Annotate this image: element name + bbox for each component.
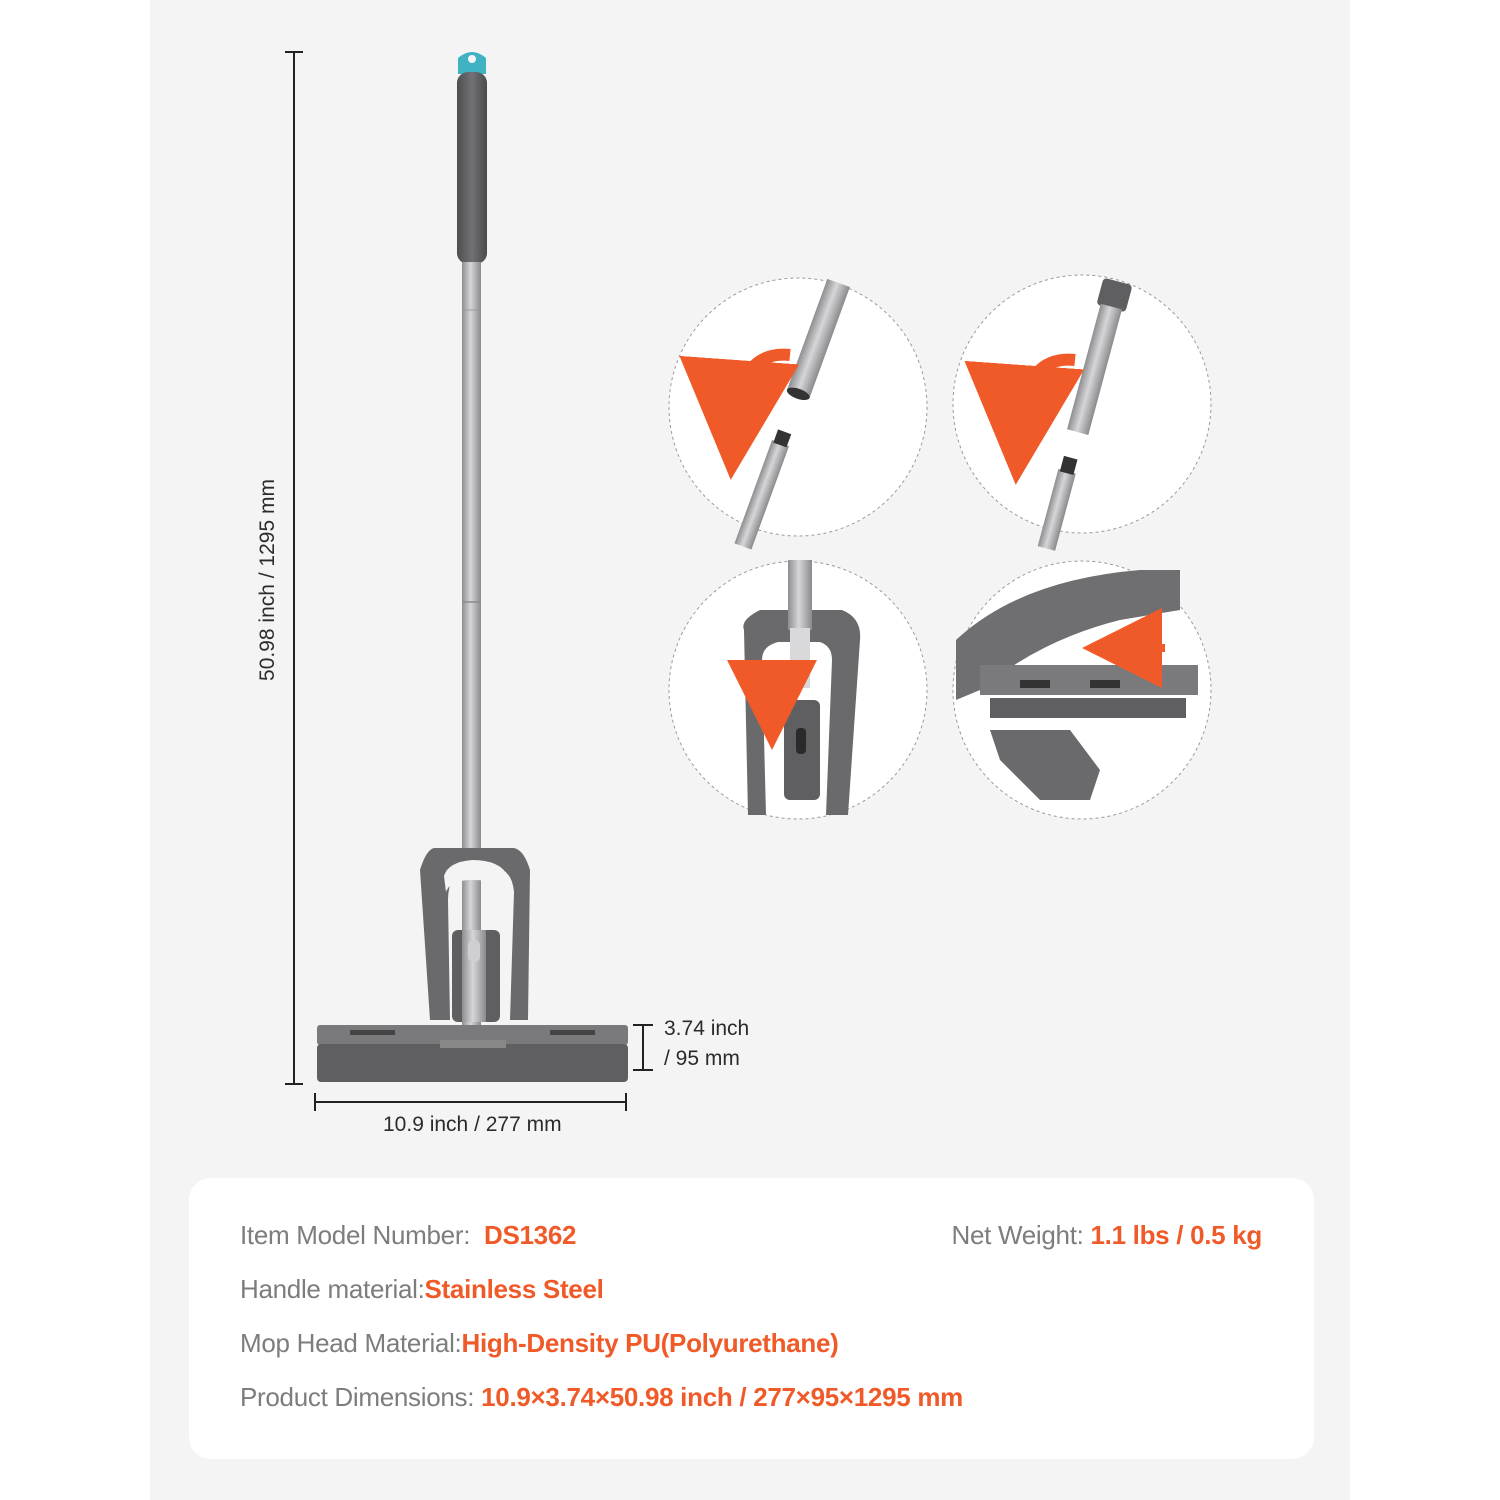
mop-head-material-label: Mop Head Material: <box>240 1328 462 1358</box>
mop-head-material-value: High-Density PU(Polyurethane) <box>461 1328 839 1358</box>
net-weight-label: Net Weight: <box>951 1220 1084 1250</box>
product-dimensions-label: Product Dimensions: <box>240 1382 475 1412</box>
mop-full-view <box>317 52 628 1082</box>
height-dimension-line <box>285 52 303 1084</box>
handle-material-row <box>240 1274 604 1305</box>
width-dimension-label: 10.9 inch / 277 mm <box>383 1113 562 1136</box>
width-dimension-line <box>315 1093 626 1111</box>
model-number-value: DS1362 <box>483 1220 577 1250</box>
height-dimension-label: 50.98 inch / 1295 mm <box>256 479 279 681</box>
handle-material-value: Stainless Steel <box>424 1274 604 1304</box>
product-dimensions-value: 10.9×3.74×50.98 inch / 277×95×1295 mm <box>481 1382 963 1412</box>
depth-dimension-label <box>664 1014 749 1074</box>
handle-material-label: Handle material: <box>240 1274 425 1304</box>
model-number-row <box>240 1220 576 1251</box>
specifications-card <box>189 1178 1314 1459</box>
net-weight-row <box>951 1220 1262 1251</box>
detail-circle-insert-frame <box>669 560 927 819</box>
detail-circle-twist-grip <box>953 275 1211 551</box>
detail-circle-twist-top <box>669 278 927 550</box>
model-number-label: Item Model Number: <box>240 1220 471 1250</box>
product-dimensions-row <box>240 1382 963 1413</box>
net-weight-value: 1.1 lbs / 0.5 kg <box>1090 1220 1262 1250</box>
depth-label-inch: 3.74 inch <box>664 1017 750 1040</box>
mop-head-material-row <box>240 1328 839 1359</box>
depth-label-mm: / 95 mm <box>664 1047 740 1070</box>
depth-dimension-line <box>633 1025 653 1070</box>
detail-circle-slide-head <box>953 561 1211 819</box>
